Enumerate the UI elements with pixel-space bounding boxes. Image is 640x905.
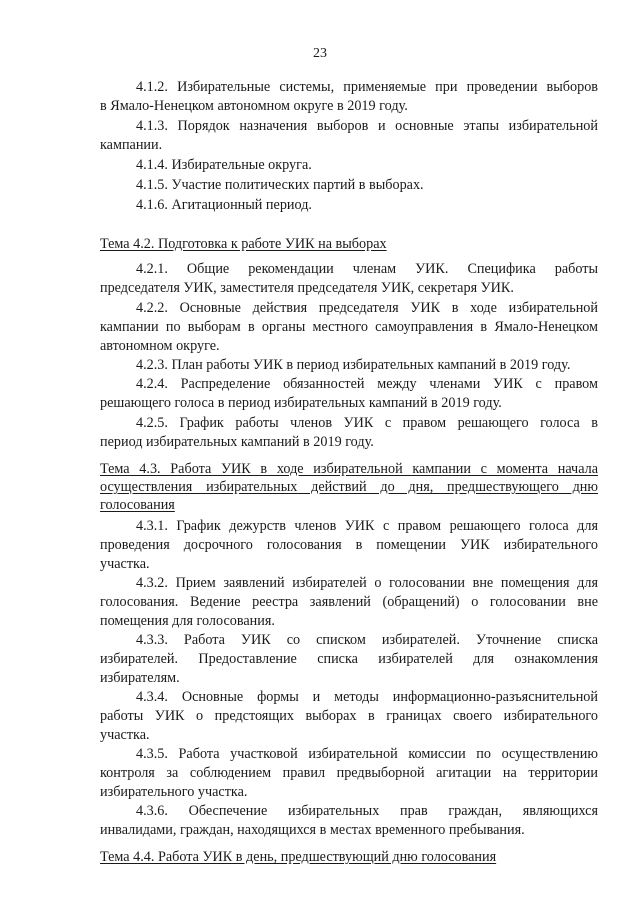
item-4-3-3-line3: избирателям. <box>100 670 180 686</box>
item-4-2-5-line2: период избирательных кампаний в 2019 году. <box>100 434 374 450</box>
item-4-2-2-line1: 4.2.2. Основные действия председателя УИК в ходе избирательной <box>136 300 598 316</box>
item-4-2-2-line2: кампании по выборам в органы местного самоуправления в Ямало-Ненецком <box>100 319 598 335</box>
item-4-3-5-line1: 4.3.5. Работа участковой избирательной комиссии по осуществлению <box>136 746 598 762</box>
topic-4-3-heading-line2: осуществления избирательных действий до дня, предшествующего дню <box>100 479 598 495</box>
item-4-1-5: 4.1.5. Участие политических партий в выборах. <box>136 177 424 193</box>
item-4-3-2-line2: голосования. Ведение реестра заявлений (обращений) о голосовании вне <box>100 594 598 610</box>
item-4-3-1-line2: проведения досрочного голосования в помещении УИК избирательного <box>100 537 598 553</box>
item-4-2-3: 4.2.3. План работы УИК в период избирательных кампаний в 2019 году. <box>136 357 571 373</box>
item-4-1-4: 4.1.4. Избирательные округа. <box>136 157 312 173</box>
item-4-3-2-line3: помещения для голосования. <box>100 613 275 629</box>
item-4-3-4-line3: участка. <box>100 727 150 743</box>
item-4-1-2-line2: в Ямало-Ненецком автономном округе в 2019 году. <box>100 98 408 114</box>
topic-4-3-heading-line1: Тема 4.3. Работа УИК в ходе избирательной кампании с момента начала <box>100 461 598 477</box>
item-4-1-6: 4.1.6. Агитационный период. <box>136 197 312 213</box>
topic-4-3-heading-line3: голосования <box>100 497 175 513</box>
item-4-3-1-line3: участка. <box>100 556 150 572</box>
item-4-3-6-line1: 4.3.6. Обеспечение избирательных прав граждан, являющихся <box>136 803 598 819</box>
item-4-3-2-line1: 4.3.2. Прием заявлений избирателей о голосовании вне помещения для <box>136 575 598 591</box>
item-4-3-5-line2: контроля за соблюдением правил предвыборной агитации на территории <box>100 765 598 781</box>
item-4-1-2-line1: 4.1.2. Избирательные системы, применяемые при проведении выборов <box>136 79 598 95</box>
item-4-2-1-line2: председателя УИК, заместителя председателя УИК, секретаря УИК. <box>100 280 514 296</box>
item-4-3-6-line2: инвалидами, граждан, находящихся в местах временного пребывания. <box>100 822 525 838</box>
item-4-3-4-line1: 4.3.4. Основные формы и методы информационно-разъяснительной <box>136 689 598 705</box>
item-4-1-3-line1: 4.1.3. Порядок назначения выборов и основные этапы избирательной <box>136 118 598 134</box>
item-4-2-4-line1: 4.2.4. Распределение обязанностей между членами УИК с правом <box>136 376 598 392</box>
item-4-2-4-line2: решающего голоса в период избирательных кампаний в 2019 году. <box>100 395 502 411</box>
item-4-3-5-line3: избирательного участка. <box>100 784 248 800</box>
item-4-3-4-line2: работы УИК о предстоящих выборах в границах своего избирательного <box>100 708 598 724</box>
item-4-3-3-line1: 4.3.3. Работа УИК со списком избирателей. Уточнение списка <box>136 632 598 648</box>
item-4-2-1-line1: 4.2.1. Общие рекомендации членам УИК. Специфика работы <box>136 261 598 277</box>
item-4-3-1-line1: 4.3.1. График дежурств членов УИК с правом решающего голоса для <box>136 518 598 534</box>
item-4-2-2-line3: автономном округе. <box>100 338 220 354</box>
topic-4-2-heading: Тема 4.2. Подготовка к работе УИК на выборах <box>100 236 387 252</box>
item-4-1-3-line2: кампании. <box>100 137 163 153</box>
topic-4-4-heading: Тема 4.4. Работа УИК в день, предшествующий дню голосования <box>100 849 497 865</box>
page-number: 23 <box>313 46 327 61</box>
item-4-3-3-line2: избирателей. Предоставление списка избирателей для ознакомления <box>100 651 598 667</box>
item-4-2-5-line1: 4.2.5. График работы членов УИК с правом решающего голоса в <box>136 415 598 431</box>
